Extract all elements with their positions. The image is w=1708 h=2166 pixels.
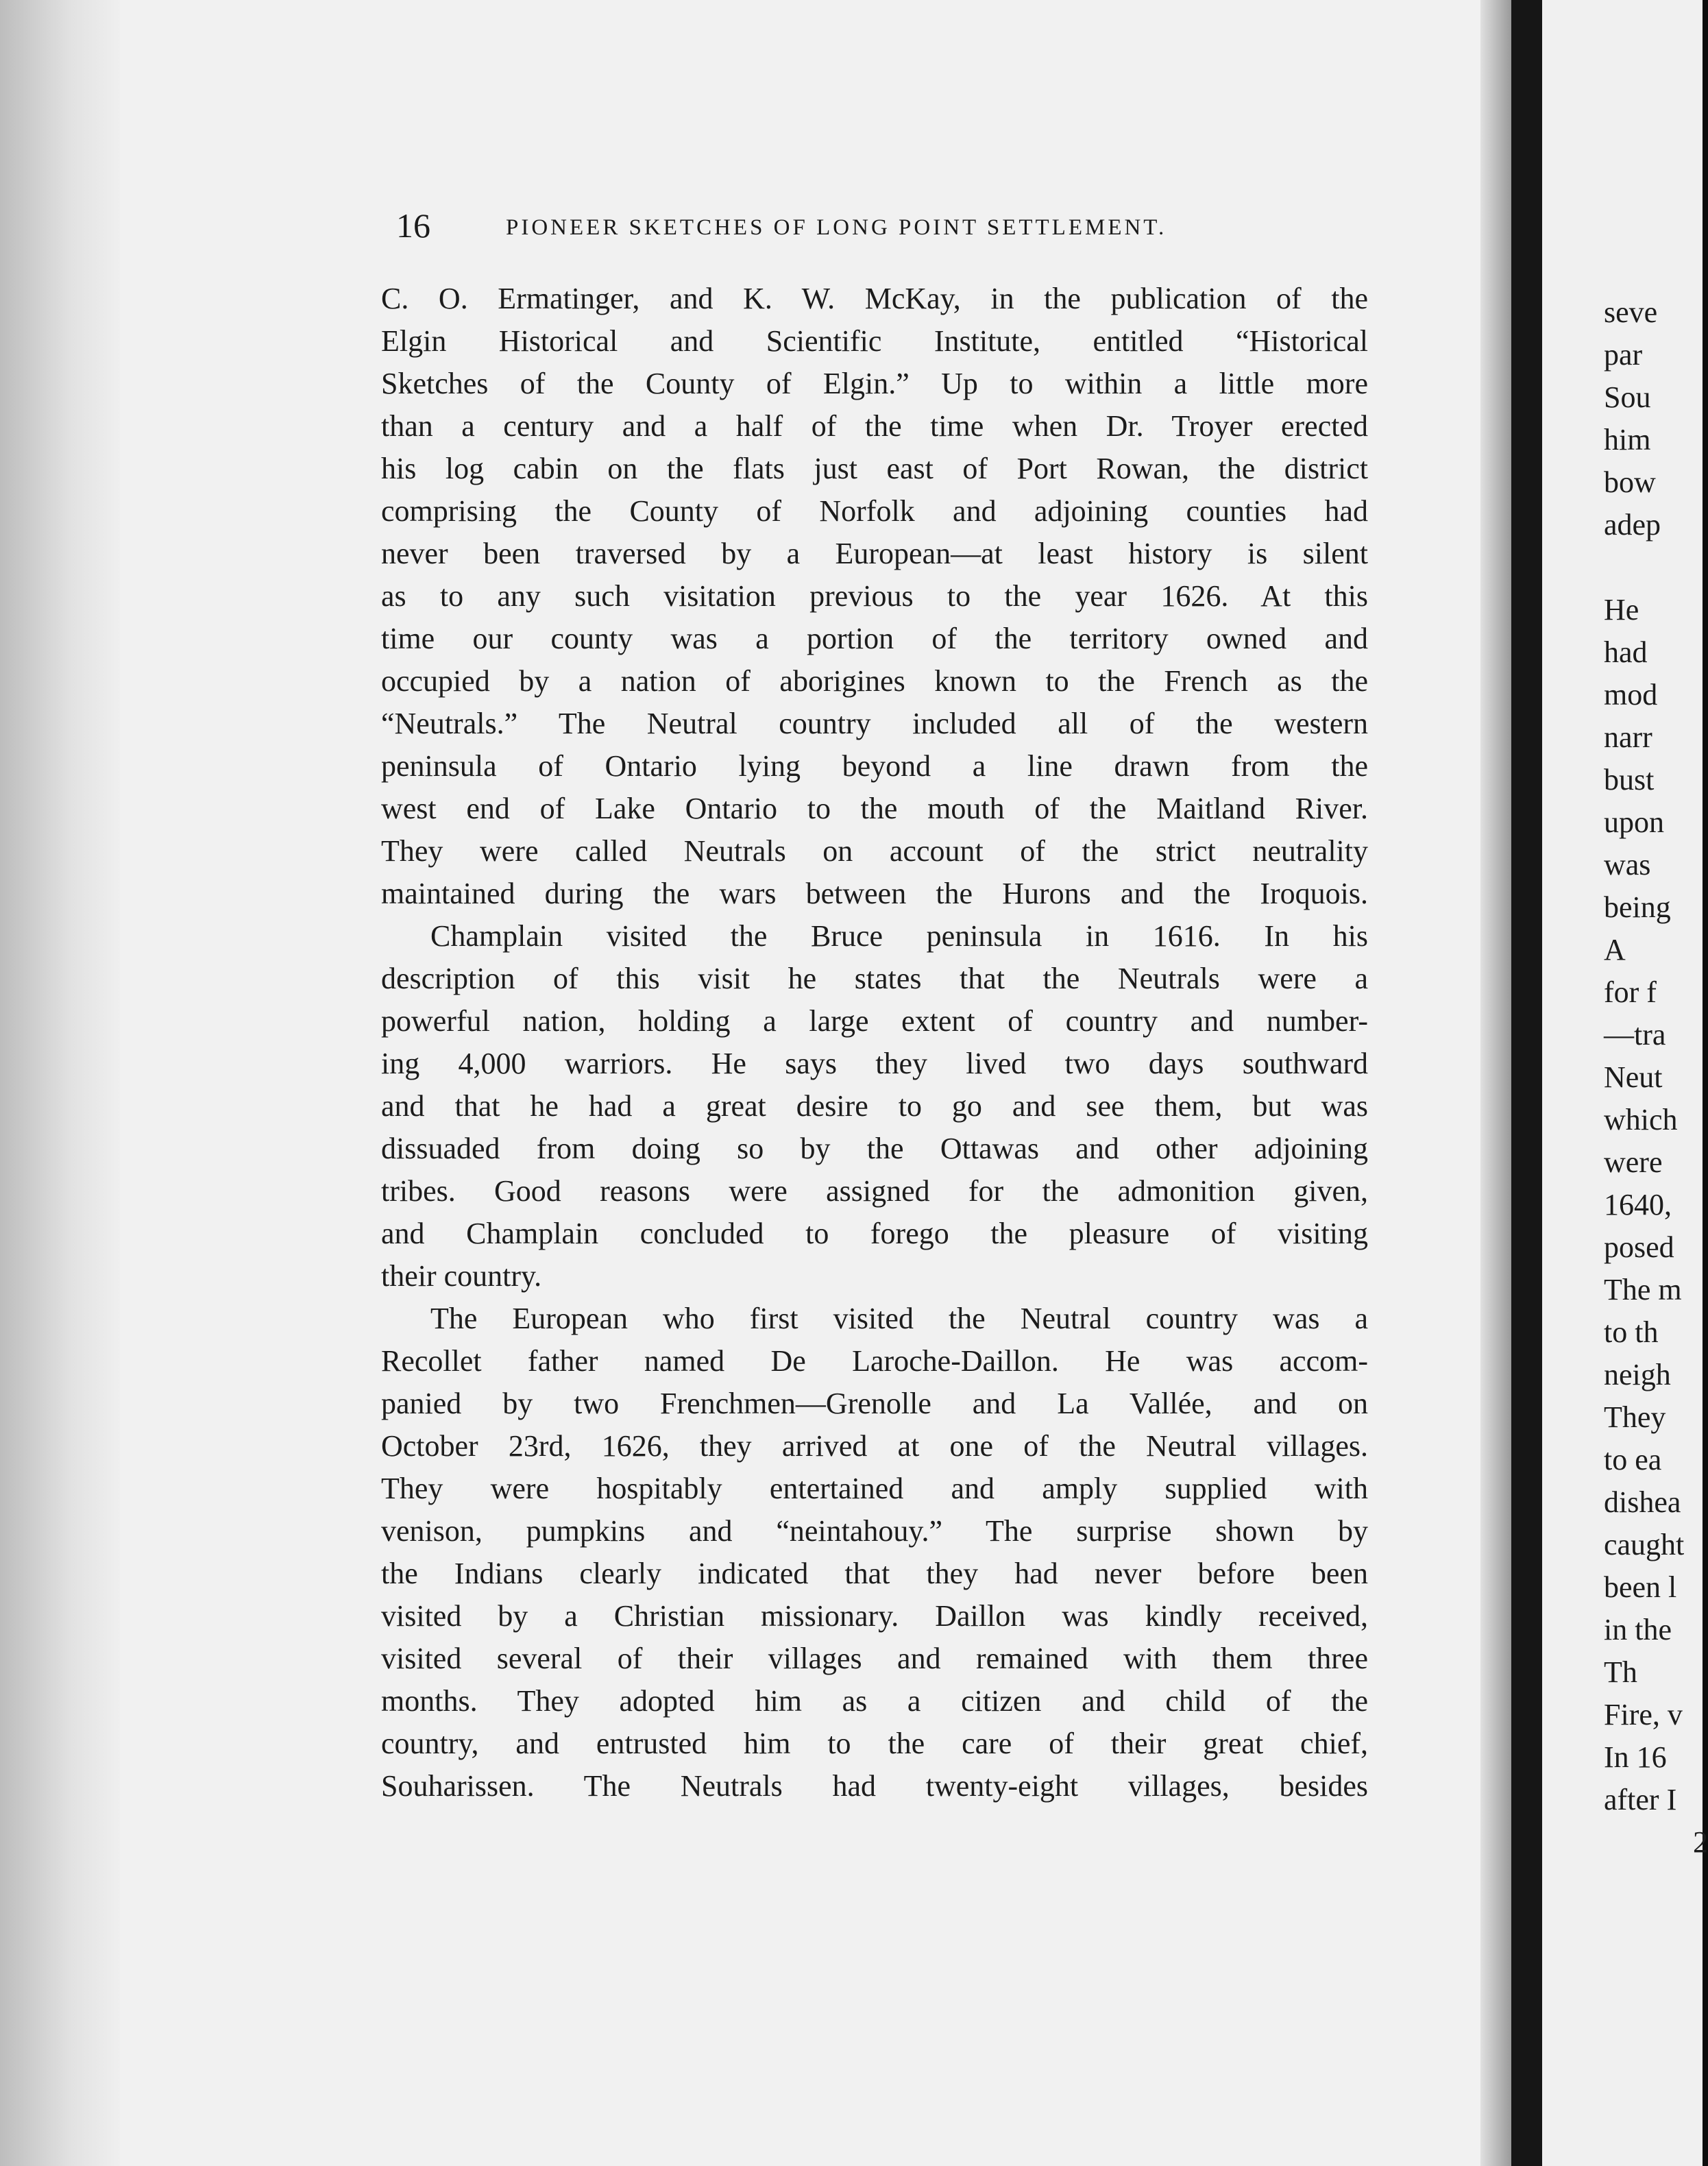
text-fragment: which (1604, 1103, 1678, 1136)
text-line: description of this visit he states that the Neutrals were a (381, 962, 1368, 995)
text-fragment: seve (1604, 295, 1658, 329)
text-fragment: had (1604, 635, 1648, 669)
text-line: They were hospitably entertained and amply supplied with (381, 1472, 1368, 1505)
text-line: maintained during the wars between the Hurons and the Iroquois. (381, 877, 1368, 910)
page-number: 16 (396, 206, 430, 245)
text-line: than a century and a half of the time when Dr. Troyer erected (381, 409, 1368, 443)
text-fragment: He (1604, 593, 1639, 626)
text-line: visited by a Christian missionary. Daillon was kindly received, (381, 1599, 1368, 1633)
text-line: west end of Lake Ontario to the mouth of the Maitland River. (381, 792, 1368, 825)
text-fragment: A (1604, 933, 1626, 966)
text-line: as to any such visitation previous to the year 1626. At this (381, 579, 1368, 613)
text-line: time our county was a portion of the territory owned and (381, 622, 1368, 655)
text-line: October 23rd, 1626, they arrived at one of the Neutral villages. (381, 1429, 1368, 1463)
text-line: tribes. Good reasons were assigned for the admonition given, (381, 1174, 1368, 1208)
text-line: country, and entrusted him to the care of their great chief, (381, 1727, 1368, 1760)
text-fragment: to ea (1604, 1443, 1662, 1476)
text-fragment: adep (1604, 508, 1661, 542)
text-fragment: Fire, v (1604, 1698, 1683, 1731)
text-fragment: posed (1604, 1230, 1674, 1264)
text-fragment: In 16 (1604, 1740, 1667, 1774)
text-fragment: narr (1604, 720, 1652, 754)
text-fragment: They (1604, 1400, 1666, 1434)
text-fragment: mod (1604, 678, 1658, 711)
text-fragment: neigh (1604, 1358, 1671, 1391)
text-line: The European who first visited the Neutral country was a (430, 1302, 1368, 1335)
text-fragment: after I (1604, 1783, 1677, 1816)
page-header (396, 206, 1267, 260)
text-line: and that he had a great desire to go and see them, but was (381, 1089, 1368, 1123)
text-fragment: were (1604, 1145, 1663, 1179)
text-fragment: being (1604, 890, 1671, 924)
text-line: months. They adopted him as a citizen and child of the (381, 1684, 1368, 1718)
book-spine (1511, 0, 1542, 2166)
text-fragment: was (1604, 848, 1651, 881)
text-line: Recollet father named De Laroche-Daillon. He was accom- (381, 1344, 1368, 1378)
text-line: peninsula of Ontario lying beyond a line drawn from the (381, 749, 1368, 783)
text-fragment: 1640, (1604, 1188, 1672, 1221)
text-fragment: Neut (1604, 1060, 1663, 1094)
text-line: They were called Neutrals on account of the strict neutrality (381, 834, 1368, 868)
text-fragment: dishea (1604, 1485, 1681, 1519)
text-fragment: been l (1604, 1570, 1677, 1604)
gutter-shadow (1480, 0, 1511, 2166)
text-line: dissuaded from doing so by the Ottawas and other adjoining (381, 1132, 1368, 1165)
text-line: comprising the County of Norfolk and adjoining counties had (381, 494, 1368, 528)
text-line: ing 4,000 warriors. He says they lived two days southward (381, 1047, 1368, 1080)
text-fragment: bust (1604, 763, 1655, 796)
text-line: never been traversed by a European—at least history is silent (381, 537, 1368, 570)
text-fragment: upon (1604, 805, 1664, 839)
page-edge-shadow (0, 0, 120, 2166)
text-line: their country. (381, 1259, 542, 1293)
text-line: his log cabin on the flats just east of Port Rowan, the district (381, 452, 1368, 485)
body-text (381, 278, 1368, 1808)
text-fragment: The m (1604, 1273, 1682, 1306)
text-line: occupied by a nation of aborigines known to the French as the (381, 664, 1368, 698)
text-fragment: 2 (1693, 1825, 1708, 1859)
text-line: “Neutrals.” The Neutral country included all of the western (381, 707, 1368, 740)
text-fragment: caught (1604, 1528, 1685, 1561)
text-line: powerful nation, holding a large extent of country and number- (381, 1004, 1368, 1038)
text-fragment: Th (1604, 1655, 1637, 1689)
text-line: venison, pumpkins and “neintahouy.” The surprise shown by (381, 1514, 1368, 1548)
text-fragment: bow (1604, 465, 1656, 499)
text-line: and Champlain concluded to forego the pleasure of visiting (381, 1217, 1368, 1250)
text-line: Souharissen. The Neutrals had twenty-eight villages, besides (381, 1769, 1368, 1803)
text-line: Elgin Historical and Scientific Institute, entitled “Historical (381, 324, 1368, 358)
right-page-text (1604, 291, 1708, 1864)
text-fragment: in the (1604, 1613, 1672, 1646)
text-fragment: to th (1604, 1315, 1659, 1349)
running-title: PIONEER SKETCHES OF LONG POINT SETTLEMENT. (506, 215, 1167, 240)
text-line: C. O. Ermatinger, and K. W. McKay, in the publication of the (381, 282, 1368, 315)
text-line: panied by two Frenchmen—Grenolle and La Vallée, and on (381, 1387, 1368, 1420)
text-line: Champlain visited the Bruce peninsula in 1616. In his (430, 919, 1368, 953)
right-page (1542, 0, 1708, 2166)
text-line: Sketches of the County of Elgin.” Up to within a little more (381, 367, 1368, 400)
text-fragment: for f (1604, 975, 1657, 1009)
text-fragment: Sou (1604, 380, 1651, 414)
text-line: visited several of their villages and remained with them three (381, 1642, 1368, 1675)
text-fragment (1604, 546, 1708, 589)
text-fragment: —tra (1604, 1018, 1666, 1051)
text-line: the Indians clearly indicated that they had never before been (381, 1557, 1368, 1590)
text-fragment: him (1604, 423, 1651, 457)
text-fragment: par (1604, 338, 1643, 372)
